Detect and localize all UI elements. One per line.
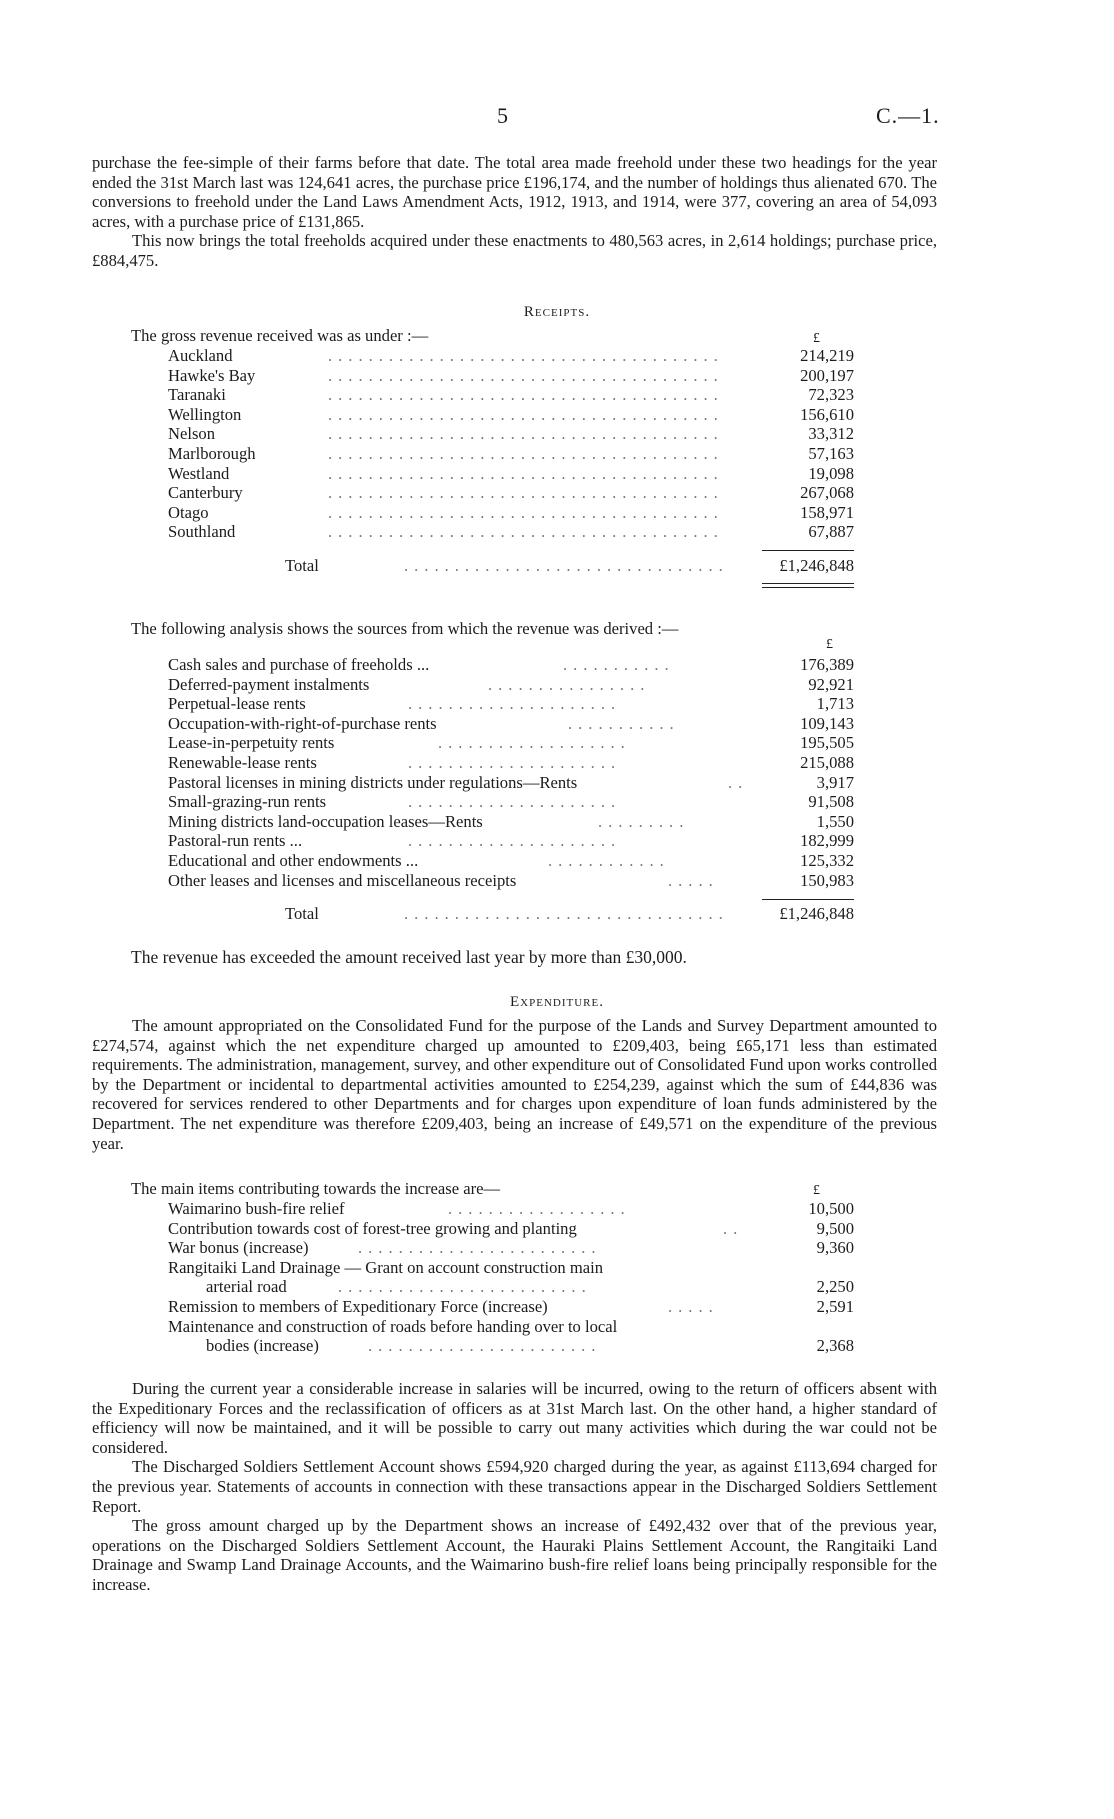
district-name: Wellington (168, 404, 242, 424)
paragraph-gross-amount: The gross amount charged up by the Department shows an increase of £492,432 over that of the previous year, operations on the Discharged Soldiers Settlement Account, the Hauraki Plains Settlement Account, the Rangitaiki Land Drainage and Swamp Land Drainage Accounts, and the Waimarino bush-fire relief loans being principally responsible for the increase. (92, 1516, 937, 1594)
table-row (168, 385, 854, 405)
item-value: 2,368 (816, 1336, 854, 1356)
item-label-continued: bodies (increase) (206, 1336, 319, 1356)
district-revenue: 158,971 (800, 502, 854, 522)
leader-dots: ....................... (368, 1336, 602, 1356)
district-name: Westland (168, 463, 230, 483)
table-row (168, 1219, 854, 1239)
item-value: 9,360 (816, 1238, 854, 1258)
total-label: Total (285, 556, 319, 575)
source-label: Pastoral licenses in mining districts under regulations—Rents (168, 772, 578, 792)
receipts-total-row (168, 556, 854, 576)
table-row (168, 773, 854, 793)
intro-text (92, 153, 937, 271)
leader-dots: ......... (598, 811, 690, 831)
source-value: 215,088 (800, 752, 854, 772)
item-label: Rangitaiki Land Drainage — Grant on account construction main (168, 1257, 603, 1277)
district-name: Taranaki (168, 385, 226, 405)
receipts-table (168, 346, 854, 542)
table-row (168, 812, 854, 832)
leader-dots: ................................ (404, 904, 729, 923)
table-row (168, 1317, 854, 1337)
district-name: Southland (168, 522, 236, 542)
leader-dots: ................... (438, 733, 631, 753)
table-row (168, 424, 854, 444)
total-rule (762, 583, 854, 584)
district-revenue: 267,068 (800, 483, 854, 503)
source-label: Educational and other endowments ... (168, 850, 419, 870)
district-revenue: 214,219 (800, 346, 854, 365)
leader-dots: ....................................... (328, 483, 724, 503)
district-revenue: 33,312 (808, 424, 854, 444)
leader-dots: ..................... (408, 752, 622, 772)
district-revenue: 19,098 (808, 463, 854, 483)
increase-items-intro: The main items contributing towards the increase are— (131, 1179, 501, 1198)
source-label: Mining districts land-occupation leases—Rents (168, 811, 483, 831)
table-row (168, 733, 854, 753)
receipts-currency-symbol: £ (813, 331, 820, 346)
table-row (168, 483, 854, 503)
table-row (168, 1336, 854, 1356)
table-row (168, 1277, 854, 1297)
source-value: 3,917 (816, 772, 854, 792)
table-row (168, 871, 854, 891)
district-revenue: 72,323 (808, 385, 854, 405)
item-label: War bonus (increase) (168, 1238, 309, 1258)
item-label: Maintenance and construction of roads before handing over to local (168, 1316, 618, 1336)
table-row (168, 792, 854, 812)
source-label: Pastoral-run rents ... (168, 831, 303, 851)
source-value: 150,983 (800, 870, 854, 890)
table-row (168, 851, 854, 871)
paragraph-total-freeholds: This now brings the total freeholds acquired under these enactments to 480,563 acres, in 2,614 holdings; purchase price, £884,475. (92, 231, 937, 270)
table-row (168, 503, 854, 523)
leader-dots: ......................... (338, 1277, 592, 1297)
table-row (168, 831, 854, 851)
source-label: Renewable-lease rents (168, 752, 317, 772)
table-row (168, 694, 854, 714)
district-name: Canterbury (168, 483, 243, 503)
analysis-currency-symbol: £ (826, 637, 833, 652)
table-row (168, 405, 854, 425)
table-row (168, 366, 854, 386)
district-revenue: 67,887 (808, 522, 854, 542)
leader-dots: ..... (668, 1296, 719, 1316)
subtotal-rule (762, 550, 854, 551)
revenue-increase-note: The revenue has exceeded the amount received last year by more than £30,000. (131, 947, 687, 967)
increase-items-table (168, 1199, 854, 1356)
district-revenue: 156,610 (800, 404, 854, 424)
source-label: Perpetual-lease rents (168, 694, 306, 714)
leader-dots: .. (723, 1218, 744, 1238)
item-value: 2,591 (816, 1296, 854, 1316)
table-row (168, 1258, 854, 1278)
paragraph-salaries: During the current year a considerable increase in salaries will be incurred, owing to the return of officers absent with the Expeditionary Forces and the reclassification of officers as at 31st March last. On the other hand, a higher standard of efficiency will now be maintained, and it will be possible to carry out many activities which during the war could not be considered. (92, 1379, 937, 1457)
leader-dots: ....................................... (328, 346, 724, 365)
item-label: Remission to members of Expeditionary Force (increase) (168, 1296, 548, 1316)
table-row (168, 1238, 854, 1258)
item-value: 9,500 (816, 1218, 854, 1238)
leader-dots: .................. (448, 1199, 631, 1218)
leader-dots: ................................ (404, 556, 729, 575)
source-label: Other leases and licenses and miscellaneous receipts (168, 870, 517, 890)
leader-dots: ....................................... (328, 463, 724, 483)
receipts-intro: The gross revenue received was as under :— (131, 326, 429, 345)
table-row (168, 444, 854, 464)
leader-dots: ....................................... (328, 502, 724, 522)
analysis-intro: The following analysis shows the sources from which the revenue was derived :— (131, 619, 679, 638)
table-row (168, 1199, 854, 1219)
paragraph-appropriation: The amount appropriated on the Consolidated Fund for the purpose of the Lands and Survey Department amounted to £274,574, against which the net expenditure charged up amounted to £209,403, being £65,171 less than estimated requirements. The administration, management, survey, and other expenditure out of Consolidated Fund upon works controlled by the Department or incidental to departmental activities amounted to £254,239, against which the sum of £44,836 was recovered for services rendered to other Departments and for charges upon expenditure of loan funds administered by the Department. The net expenditure was therefore £209,403, being an increase of £49,571 on the expenditure of the previous year. (92, 1016, 937, 1153)
leader-dots: ....................................... (328, 365, 724, 385)
leader-dots: ..................... (408, 831, 622, 851)
receipts-total-value: £1,246,848 (779, 556, 854, 575)
leader-dots: ....................................... (328, 443, 724, 463)
document-reference: C.—1. (876, 103, 940, 128)
table-row (168, 753, 854, 773)
item-label: Waimarino bush-fire relief (168, 1199, 345, 1218)
paragraph-freehold-purchase: purchase the fee-simple of their farms before that date. The total area made freehold under these two headings for the year ended the 31st March last was 124,641 acres, the purchase price £196,174, and the number of holdings thus alienated 670. The conversions to freehold under the Land Laws Amendment Acts, 1912, 1913, and 1914, were 377, covering an area of 54,093 acres, with a purchase price of £131,865. (92, 153, 937, 231)
closing-text (92, 1379, 937, 1595)
source-value: 125,332 (800, 850, 854, 870)
expenditure-heading: Expenditure. (510, 994, 604, 1010)
page-header (0, 103, 1114, 133)
district-name: Auckland (168, 346, 233, 365)
leader-dots: ........... (563, 655, 675, 674)
district-revenue: 200,197 (800, 365, 854, 385)
source-label: Occupation-with-right-of-purchase rents (168, 713, 437, 733)
leader-dots: ....................................... (328, 522, 724, 542)
item-value: 2,250 (816, 1277, 854, 1297)
leader-dots: ..................... (408, 792, 622, 812)
leader-dots: ....................................... (328, 404, 724, 424)
table-row (168, 655, 854, 675)
source-value: 195,505 (800, 733, 854, 753)
page-number: 5 (497, 103, 508, 128)
analysis-total-value: £1,246,848 (779, 904, 854, 923)
source-label: Cash sales and purchase of freeholds ... (168, 655, 430, 674)
district-revenue: 57,163 (808, 443, 854, 463)
source-value: 1,713 (816, 694, 854, 714)
source-value: 109,143 (800, 713, 854, 733)
item-label-continued: arterial road (206, 1277, 287, 1297)
leader-dots: ....................................... (328, 385, 724, 405)
leader-dots: ................ (488, 674, 651, 694)
table-row (168, 714, 854, 734)
total-label: Total (285, 904, 319, 923)
source-value: 91,508 (808, 792, 854, 812)
subtotal-rule (762, 899, 854, 900)
district-name: Marlborough (168, 443, 256, 463)
source-label: Small-grazing-run rents (168, 792, 327, 812)
total-double-rule (762, 587, 854, 588)
source-value: 182,999 (800, 831, 854, 851)
table-row (168, 522, 854, 542)
district-name: Otago (168, 502, 209, 522)
source-value: 176,389 (800, 655, 854, 674)
source-label: Lease-in-perpetuity rents (168, 733, 335, 753)
expenditure-text (92, 1016, 937, 1153)
source-value: 1,550 (816, 811, 854, 831)
district-name: Nelson (168, 424, 216, 444)
increase-currency-symbol: £ (813, 1183, 820, 1198)
district-name: Hawke's Bay (168, 365, 256, 385)
leader-dots: ........................ (358, 1238, 602, 1258)
leader-dots: ..... (668, 870, 719, 890)
source-label: Deferred-payment instalments (168, 674, 370, 694)
paragraph-discharged-soldiers: The Discharged Soldiers Settlement Account shows £594,920 charged during the year, as against £113,694 charged for the previous year. Statements of accounts in connection with these transactions appear in the Discharged Soldiers Settlement Report. (92, 1457, 937, 1516)
leader-dots: ............ (548, 850, 670, 870)
item-value: 10,500 (808, 1199, 854, 1218)
analysis-total-row (168, 904, 854, 924)
revenue-sources-table (168, 655, 854, 890)
table-row (168, 675, 854, 695)
leader-dots: .. (728, 772, 748, 792)
leader-dots: ..................... (408, 694, 622, 714)
leader-dots: ....................................... (328, 424, 724, 444)
leader-dots: ........... (568, 713, 680, 733)
table-row (168, 464, 854, 484)
item-label: Contribution towards cost of forest-tree growing and planting (168, 1218, 577, 1238)
table-row (168, 1297, 854, 1317)
table-row (168, 346, 854, 366)
source-value: 92,921 (808, 674, 854, 694)
receipts-heading: Receipts. (523, 304, 591, 320)
